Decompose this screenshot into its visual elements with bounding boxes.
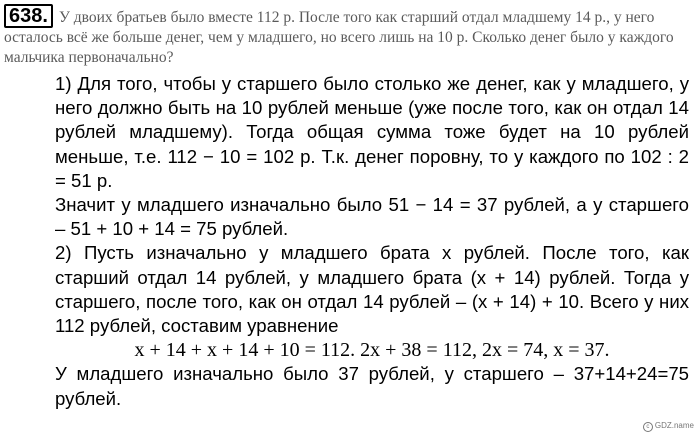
solution-part2: 2) Пусть изначально у младшего брата x рублей. После того, как старший отдал 14 рублей, у младшего брата (x + 14) рублей. Тогда у старшего, после того, как он отдал 14 рублей – (x + 14) + 10. Всего у них 112 рублей, составим уравнение <box>55 242 689 337</box>
solution-part1-conclusion: Значит у младшего изначально было 51 − 14 = 37 рублей, а у старшего – 51 + 10 + 14 = 75 рублей. <box>55 194 689 240</box>
watermark-text: GDZ.name <box>654 421 694 430</box>
problem-number: 638. <box>4 4 53 28</box>
answer: У младшего изначально было 37 рублей, у старшего – 37+14+24=75 рублей. <box>55 363 689 409</box>
solution <box>55 72 689 411</box>
problem-statement <box>4 4 694 68</box>
solution-part1: 1) Для того, чтобы у старшего было столько же денег, как у младшего, у него должно быть на 10 рублей меньше (уже после того, как он отдал 14 рублей младшему). Тогда общая сумма тоже будет на 10 рублей меньше, т.е. 112 − 10 = 102 р. Т.к. денег поровну, то у каждого по 102 : 2 = 51 р. <box>55 73 689 191</box>
watermark <box>643 421 694 432</box>
copyright-icon: c <box>643 422 653 432</box>
equation: x + 14 + x + 14 + 10 = 112. 2x + 38 = 112, 2x = 74, x = 37. <box>134 339 610 362</box>
problem-text: У двоих братьев было вместе 112 р. После того как старший отдал младшему 14 р., у него осталось всё же больше денег, чем у младшего, но всего лишь на 10 р. Сколько денег было у каждого мальчика первоначально? <box>4 9 674 66</box>
